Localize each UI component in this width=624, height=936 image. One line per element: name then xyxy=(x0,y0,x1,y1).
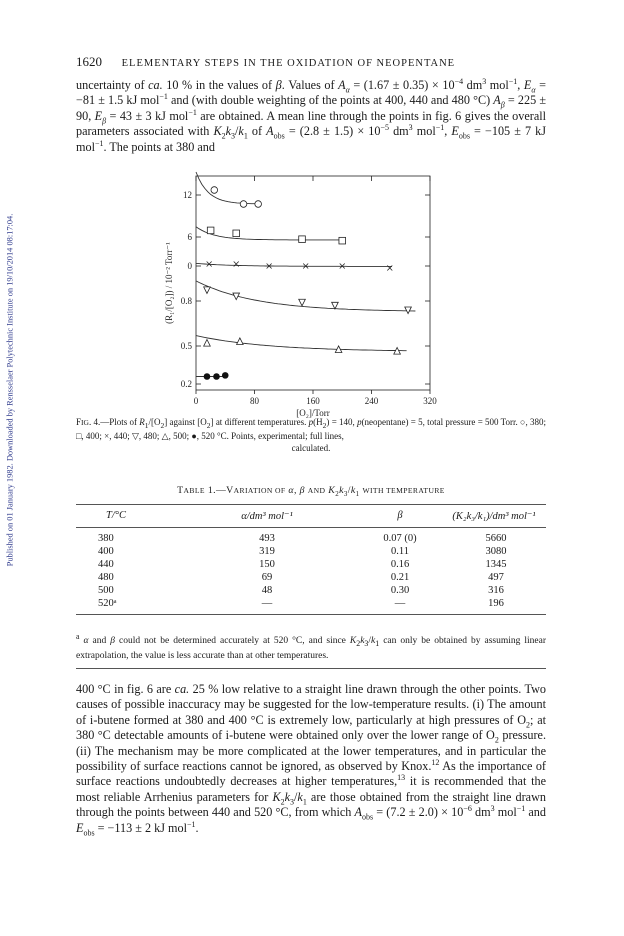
calculated-curve xyxy=(196,172,260,204)
table-cell: 493 xyxy=(259,533,275,544)
data-point xyxy=(240,201,247,208)
table-rule-top xyxy=(76,504,546,505)
x-tick-label: 160 xyxy=(306,396,320,406)
y-tick-label: 0.8 xyxy=(180,296,192,306)
download-watermark-text: Published on 01 January 1982. Downloaded by Rensselaer Polytechnic Institute on 19/10/2014 08:17:04. xyxy=(5,213,15,567)
table-cell: 196 xyxy=(488,598,504,609)
table-row xyxy=(76,533,546,545)
table-cell: 380 xyxy=(98,533,114,544)
header-alpha: α/dm³ mol⁻¹ xyxy=(241,511,293,522)
data-point xyxy=(332,302,339,309)
running-header xyxy=(76,54,546,70)
data-point xyxy=(204,373,211,380)
y-axis-label: (R₁/[O₂]) / 10⁻² Torr⁻¹ xyxy=(164,242,174,324)
table-row xyxy=(76,546,546,558)
data-point xyxy=(211,187,218,194)
data-point xyxy=(339,237,346,244)
calculated-curve xyxy=(196,336,407,351)
data-point xyxy=(299,299,306,306)
table-cell: 319 xyxy=(259,546,275,557)
y-tick-label: 6 xyxy=(187,232,192,242)
table-cell: 520ᵃ xyxy=(98,598,117,609)
table-cell: 150 xyxy=(259,559,275,570)
table-row xyxy=(76,559,546,571)
table-cell: 440 xyxy=(98,559,114,570)
table-cell: 0.30 xyxy=(390,585,410,596)
table-cell: 500 xyxy=(98,585,114,596)
table-cell: 480 xyxy=(98,572,114,583)
table-cell: 400 xyxy=(98,546,114,557)
table-cell: 0.21 xyxy=(390,572,410,583)
calculated-curve xyxy=(196,227,345,240)
table-cell: 0.16 xyxy=(390,559,410,570)
table-cell: 5660 xyxy=(485,533,507,544)
y-tick-label: 0.5 xyxy=(180,341,192,351)
calculated-curve xyxy=(196,281,415,311)
table-row xyxy=(76,598,546,610)
table-cell: 3080 xyxy=(485,546,507,557)
table-rule-mid xyxy=(76,527,546,528)
page-number: 1620 xyxy=(76,54,102,69)
data-point xyxy=(299,236,306,243)
table-cell: 48 xyxy=(261,585,273,596)
table-header-row xyxy=(76,510,546,522)
data-point xyxy=(233,230,240,237)
calculated-curve xyxy=(196,263,392,266)
table-row xyxy=(76,572,546,584)
table-footnote: $^a$ α and β could not be determined accurately at 520 °C, and since $K_2k_3/k_1$ can only be obtained by assuming linear extrapolation, the value is less accurate than at other temperatures. xyxy=(76,632,547,662)
data-point xyxy=(222,372,229,379)
plot-frame xyxy=(196,176,430,390)
data-point xyxy=(207,227,214,234)
figure-caption: FIG. 4.—Plots of $R_1/[O_2]$ against $[O_2]$ at different temperatures. $p(H_2) = 140$, p(neopentane) = 5, total pressure = 500 Torr. ○, 380; □, 400; ×, 440; ▽, 480; △, 500; ●, 520 °C. Points, experimental; full lines, calculated. xyxy=(76,417,547,453)
header-beta: β xyxy=(397,510,403,521)
paragraph-2: 400 °C in fig. 6 are ca. 25 % low relative to a straight line drawn through the other points. Two causes of possible inaccuracy may be suggested for the low-temperature results. (i) The amount of i-butene formed at 380 and 400 °C is extremely low, particularly at high pressures of $O_2$; at 380 °C detectable amounts of i-butene were obtained only over the lower range of $O_2$ pressure. (ii) The mechanism may be more complicated at the lower temperatures, and in particular the possibility of surface reactions cannot be ignored, as observed by Knox.$^{12}$ As the importance of surface reactions undoubtedly decreases at higher temperatures,$^{13}$ it is recommended that the most reliable Arrhenius parameters for $K_2k_3/k_1$ are those obtained from the straight line drawn through the points between 440 and 520 °C, from which $A_{obs} = (7.2 \pm 2.0) \times 10^{-6}$ $dm^3$ mol$^{-1}$ and $E_{obs} = -113 \pm 2$ kJ mol$^{-1}$. xyxy=(76,682,547,838)
figure-4-chart xyxy=(76,168,546,418)
table-cell: 0.07 (0) xyxy=(383,533,417,544)
header-temperature: T/°C xyxy=(106,510,126,521)
header-ratio: (K₂k₃/k₁)/dm³ mol⁻¹ xyxy=(452,511,536,522)
table-cell: 497 xyxy=(488,572,504,583)
table-cell: — xyxy=(261,598,273,609)
table-cell: 1345 xyxy=(485,559,507,570)
paragraph-1: uncertainty of ca. 10 % in the values of β. Values of $A_\alpha = (1.67 \pm 0.35) \times 10^{-4}$ $dm^3$ mol$^{-1}$, $E_\alpha = -81 \pm 1.5$ kJ mol$^{-1}$ and (with double weighting of the points at 400, 440 and 480 °C) $A_\beta = 225 \pm 90$, $E_\beta = 43 \pm 3$ kJ mol$^{-1}$ are obtained. A mean line through the points in fig. 6 gives the overall parameters associated with $K_2k_3/k_1$ of $A_{obs} = (2.8 \pm 1.5) \times 10^{-5}$ $dm^3$ mol$^{-1}$, $E_{obs} = -105 \pm 7$ kJ mol$^{-1}$. The points at 380 and xyxy=(76,76,547,154)
x-tick-label: 240 xyxy=(364,396,379,406)
table-cell: 0.11 xyxy=(391,546,409,557)
table-row xyxy=(76,585,546,597)
running-title: ELEMENTARY STEPS IN THE OXIDATION OF NEOPENTANE xyxy=(121,58,456,69)
data-point xyxy=(204,340,211,347)
x-axis-label: [O₂]/Torr xyxy=(296,408,330,418)
x-tick-label: 80 xyxy=(250,396,259,406)
table-title: TABLE 1.—VARIATION OF α, β AND $K_2k_3/k_1$ WITH TEMPERATURE xyxy=(177,485,445,498)
table-cell: 316 xyxy=(488,585,504,596)
data-point xyxy=(213,373,220,380)
footnote-rule xyxy=(76,668,546,669)
data-point xyxy=(237,338,244,345)
y-tick-label: 0.2 xyxy=(180,379,192,389)
y-tick-label: 0 xyxy=(187,261,192,271)
x-tick-label: 0 xyxy=(193,396,199,406)
y-tick-label: 12 xyxy=(183,190,192,200)
table-cell: 69 xyxy=(261,572,273,583)
table-rule-bottom xyxy=(76,614,546,615)
data-point xyxy=(405,307,412,314)
table-cell: — xyxy=(394,598,406,609)
x-tick-label: 320 xyxy=(423,396,437,406)
download-watermark xyxy=(3,100,17,680)
data-point xyxy=(204,287,211,294)
data-point xyxy=(255,201,262,208)
